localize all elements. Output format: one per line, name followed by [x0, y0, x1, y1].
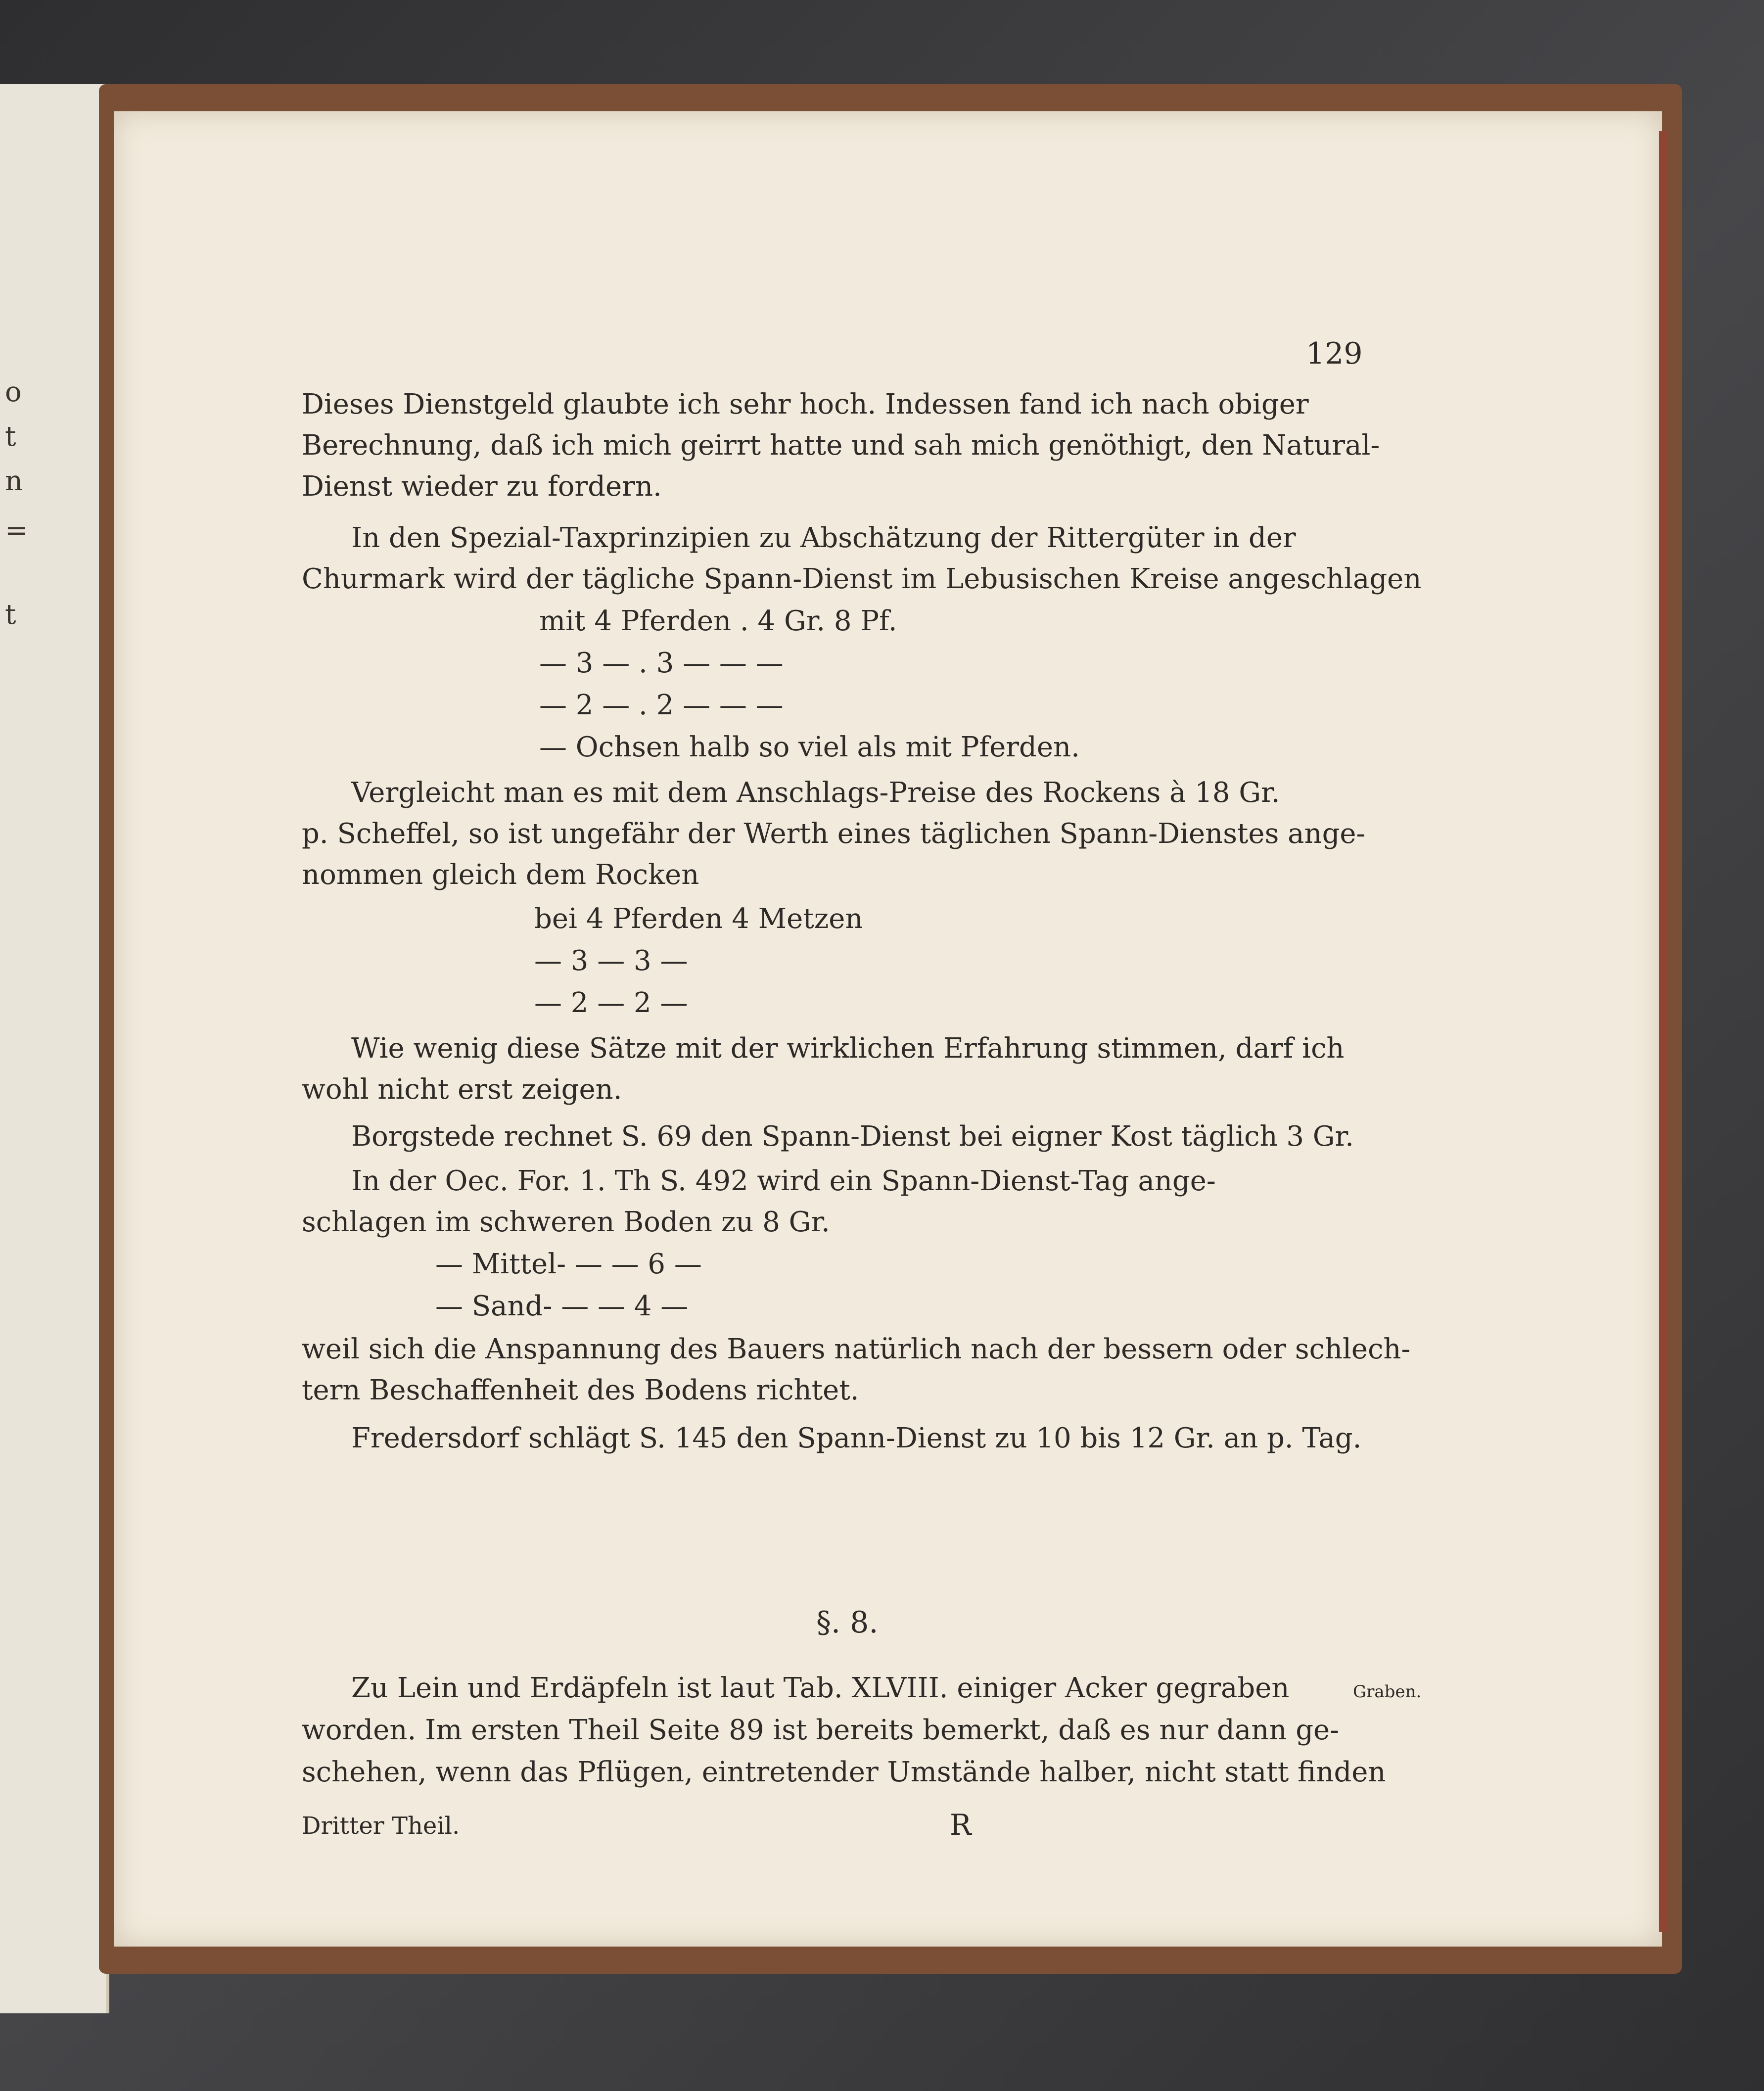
- text-line: Fredersdorf schlägt S. 145 den Spann-Dienst zu 10 bis 12 Gr. an p. Tag.: [351, 1422, 1362, 1454]
- text-line: schlagen im schweren Boden zu 8 Gr.: [302, 1206, 830, 1238]
- text-line: Zu Lein und Erdäpfeln ist laut Tab. XLVIII. einiger Acker gegraben: [351, 1672, 1290, 1704]
- table-row: — Ochsen halb so viel als mit Pferden.: [539, 731, 1080, 763]
- text-line: nommen gleich dem Rocken: [302, 859, 699, 891]
- text-line: p. Scheffel, so ist ungefähr der Werth eines täglichen Spann-Dienstes ange-: [302, 818, 1366, 850]
- text-line: tern Beschaffenheit des Bodens richtet.: [302, 1374, 859, 1406]
- table-row: — Mittel- — — 6 —: [435, 1248, 702, 1280]
- left-page-edge: [0, 84, 109, 2013]
- text-line: Wie wenig diese Sätze mit der wirklichen Erfahrung stimmen, darf ich: [351, 1032, 1345, 1065]
- footer-title: Dritter Theil.: [302, 1812, 460, 1840]
- table-row: bei 4 Pferden 4 Metzen: [534, 903, 863, 935]
- text-line: In den Spezial-Taxprinzipien zu Abschätzung der Rittergüter in der: [351, 522, 1296, 554]
- footer-signature: R: [950, 1808, 972, 1842]
- left-fragment: t: [5, 420, 16, 453]
- left-fragment: =: [5, 514, 28, 547]
- text-line: Dieses Dienstgeld glaubte ich sehr hoch. Indessen fand ich nach obiger: [302, 388, 1309, 420]
- text-line: In der Oec. For. 1. Th S. 492 wird ein Spann-Dienst-Tag ange-: [351, 1165, 1216, 1197]
- table-row: — 3 — 3 —: [534, 945, 688, 977]
- table-row: — 2 — 2 —: [534, 987, 688, 1019]
- margin-note: Graben.: [1353, 1682, 1422, 1702]
- text-line: Berechnung, daß ich mich geirrt hatte und sah mich genöthigt, den Natural-: [302, 429, 1380, 462]
- section-heading: §. 8.: [816, 1605, 879, 1640]
- text-line: wohl nicht erst zeigen.: [302, 1073, 622, 1106]
- page-edge: [1659, 131, 1668, 1932]
- text-line: worden. Im ersten Theil Seite 89 ist bereits bemerkt, daß es nur dann ge-: [302, 1714, 1340, 1746]
- left-fragment: n: [5, 465, 23, 497]
- text-line: Borgstede rechnet S. 69 den Spann-Dienst bei eigner Kost täglich 3 Gr.: [351, 1120, 1354, 1153]
- text-line: Dienst wieder zu fordern.: [302, 470, 662, 503]
- text-line: Churmark wird der tägliche Spann-Dienst im Lebusischen Kreise angeschlagen: [302, 563, 1422, 595]
- text-line: weil sich die Anspannung des Bauers natürlich nach der bessern oder schlech-: [302, 1333, 1411, 1365]
- table-row: — 3 — . 3 — — —: [539, 647, 784, 679]
- text-line: schehen, wenn das Pflügen, eintretender Umstände halber, nicht statt finden: [302, 1756, 1386, 1788]
- book-page: [114, 111, 1662, 1947]
- page-number: 129: [1306, 336, 1363, 371]
- table-row: — 2 — . 2 — — —: [539, 689, 784, 721]
- table-row: — Sand- — — 4 —: [435, 1290, 689, 1322]
- left-fragment: o: [5, 376, 22, 408]
- table-row: mit 4 Pferden . 4 Gr. 8 Pf.: [539, 605, 897, 637]
- text-line: Vergleicht man es mit dem Anschlags-Preise des Rockens à 18 Gr.: [351, 777, 1280, 809]
- left-fragment: t: [5, 599, 16, 631]
